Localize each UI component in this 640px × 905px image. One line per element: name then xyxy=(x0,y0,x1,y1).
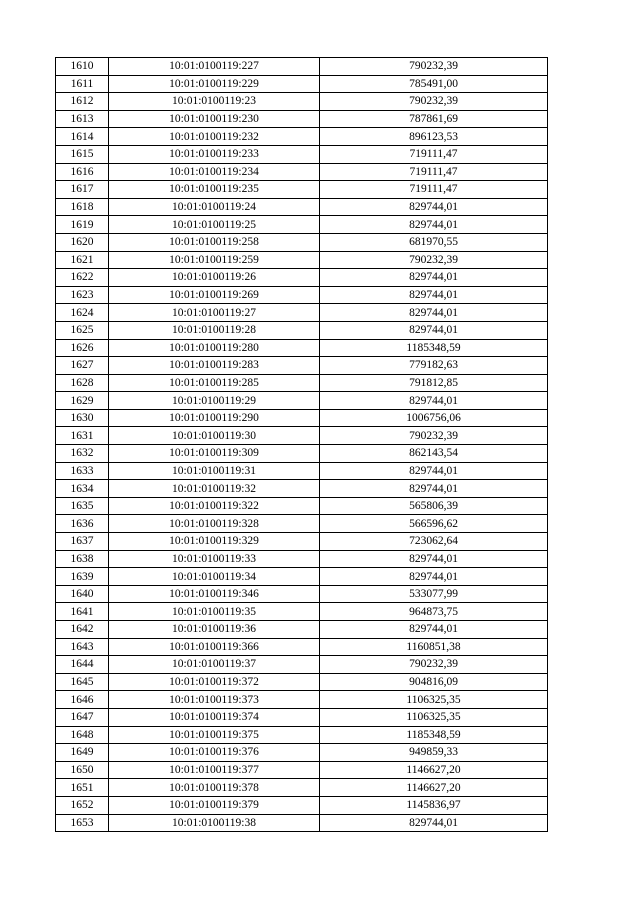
table-row xyxy=(56,269,548,287)
row-number-cell: 1632 xyxy=(56,445,109,463)
cadastral-number-cell: 10:01:0100119:285 xyxy=(109,374,320,392)
table-row xyxy=(56,233,548,251)
cadastral-number-cell: 10:01:0100119:23 xyxy=(109,93,320,111)
table-row xyxy=(56,673,548,691)
cadastral-value-cell: 723062,64 xyxy=(320,533,548,551)
cadastral-number-cell: 10:01:0100119:28 xyxy=(109,321,320,339)
cadastral-value-cell: 829744,01 xyxy=(320,286,548,304)
cadastral-number-cell: 10:01:0100119:35 xyxy=(109,603,320,621)
cadastral-value-cell: 862143,54 xyxy=(320,445,548,463)
cadastral-number-cell: 10:01:0100119:36 xyxy=(109,621,320,639)
table-row xyxy=(56,462,548,480)
cadastral-value-cell: 829744,01 xyxy=(320,392,548,410)
cadastral-value-cell: 1006756,06 xyxy=(320,409,548,427)
cadastral-number-cell: 10:01:0100119:34 xyxy=(109,568,320,586)
table-row xyxy=(56,286,548,304)
cadastral-value-table xyxy=(55,57,548,832)
cadastral-value-cell: 829744,01 xyxy=(320,198,548,216)
cadastral-value-cell: 1185348,59 xyxy=(320,726,548,744)
cadastral-number-cell: 10:01:0100119:283 xyxy=(109,357,320,375)
table-row xyxy=(56,128,548,146)
cadastral-value-cell: 1145836,97 xyxy=(320,796,548,814)
row-number-cell: 1614 xyxy=(56,128,109,146)
cadastral-value-cell: 964873,75 xyxy=(320,603,548,621)
table-row xyxy=(56,357,548,375)
cadastral-value-cell: 719111,47 xyxy=(320,163,548,181)
cadastral-number-cell: 10:01:0100119:309 xyxy=(109,445,320,463)
table-row xyxy=(56,409,548,427)
row-number-cell: 1636 xyxy=(56,515,109,533)
cadastral-value-cell: 1146627,20 xyxy=(320,761,548,779)
row-number-cell: 1637 xyxy=(56,533,109,551)
row-number-cell: 1640 xyxy=(56,585,109,603)
table-row xyxy=(56,744,548,762)
cadastral-number-cell: 10:01:0100119:366 xyxy=(109,638,320,656)
cadastral-value-cell: 719111,47 xyxy=(320,145,548,163)
row-number-cell: 1639 xyxy=(56,568,109,586)
cadastral-number-cell: 10:01:0100119:230 xyxy=(109,110,320,128)
cadastral-value-cell: 896123,53 xyxy=(320,128,548,146)
cadastral-number-cell: 10:01:0100119:322 xyxy=(109,497,320,515)
row-number-cell: 1651 xyxy=(56,779,109,797)
cadastral-number-cell: 10:01:0100119:27 xyxy=(109,304,320,322)
cadastral-value-cell: 1146627,20 xyxy=(320,779,548,797)
cadastral-number-cell: 10:01:0100119:234 xyxy=(109,163,320,181)
table-row xyxy=(56,58,548,76)
cadastral-number-cell: 10:01:0100119:280 xyxy=(109,339,320,357)
row-number-cell: 1615 xyxy=(56,145,109,163)
cadastral-number-cell: 10:01:0100119:379 xyxy=(109,796,320,814)
cadastral-value-cell: 790232,39 xyxy=(320,251,548,269)
table-row xyxy=(56,550,548,568)
cadastral-number-cell: 10:01:0100119:38 xyxy=(109,814,320,832)
table-row xyxy=(56,321,548,339)
cadastral-value-cell: 791812,85 xyxy=(320,374,548,392)
cadastral-number-cell: 10:01:0100119:25 xyxy=(109,216,320,234)
row-number-cell: 1649 xyxy=(56,744,109,762)
table-row xyxy=(56,480,548,498)
cadastral-number-cell: 10:01:0100119:37 xyxy=(109,656,320,674)
cadastral-value-cell: 785491,00 xyxy=(320,75,548,93)
table-row xyxy=(56,656,548,674)
row-number-cell: 1641 xyxy=(56,603,109,621)
cadastral-number-cell: 10:01:0100119:227 xyxy=(109,58,320,76)
row-number-cell: 1652 xyxy=(56,796,109,814)
table-row xyxy=(56,726,548,744)
table-row xyxy=(56,621,548,639)
cadastral-number-cell: 10:01:0100119:232 xyxy=(109,128,320,146)
table-row xyxy=(56,251,548,269)
row-number-cell: 1634 xyxy=(56,480,109,498)
table-row xyxy=(56,691,548,709)
cadastral-number-cell: 10:01:0100119:259 xyxy=(109,251,320,269)
cadastral-value-cell: 779182,63 xyxy=(320,357,548,375)
row-number-cell: 1648 xyxy=(56,726,109,744)
cadastral-value-cell: 829744,01 xyxy=(320,550,548,568)
row-number-cell: 1618 xyxy=(56,198,109,216)
row-number-cell: 1612 xyxy=(56,93,109,111)
cadastral-value-cell: 829744,01 xyxy=(320,304,548,322)
table-row xyxy=(56,796,548,814)
row-number-cell: 1625 xyxy=(56,321,109,339)
cadastral-value-cell: 829744,01 xyxy=(320,321,548,339)
table-row xyxy=(56,568,548,586)
table-row xyxy=(56,533,548,551)
cadastral-number-cell: 10:01:0100119:375 xyxy=(109,726,320,744)
table-body xyxy=(56,58,548,832)
cadastral-value-cell: 533077,99 xyxy=(320,585,548,603)
table-row xyxy=(56,163,548,181)
cadastral-value-cell: 1106325,35 xyxy=(320,708,548,726)
cadastral-number-cell: 10:01:0100119:378 xyxy=(109,779,320,797)
cadastral-number-cell: 10:01:0100119:377 xyxy=(109,761,320,779)
row-number-cell: 1620 xyxy=(56,233,109,251)
cadastral-number-cell: 10:01:0100119:29 xyxy=(109,392,320,410)
row-number-cell: 1630 xyxy=(56,409,109,427)
cadastral-value-cell: 829744,01 xyxy=(320,814,548,832)
cadastral-value-cell: 565806,39 xyxy=(320,497,548,515)
table-row xyxy=(56,497,548,515)
cadastral-number-cell: 10:01:0100119:26 xyxy=(109,269,320,287)
row-number-cell: 1623 xyxy=(56,286,109,304)
cadastral-value-cell: 829744,01 xyxy=(320,621,548,639)
table-row xyxy=(56,181,548,199)
cadastral-value-cell: 566596,62 xyxy=(320,515,548,533)
cadastral-number-cell: 10:01:0100119:374 xyxy=(109,708,320,726)
row-number-cell: 1624 xyxy=(56,304,109,322)
table-row xyxy=(56,93,548,111)
table-row xyxy=(56,638,548,656)
table-row xyxy=(56,603,548,621)
row-number-cell: 1628 xyxy=(56,374,109,392)
table-row xyxy=(56,392,548,410)
row-number-cell: 1633 xyxy=(56,462,109,480)
table-row xyxy=(56,761,548,779)
table-row xyxy=(56,198,548,216)
table-row xyxy=(56,585,548,603)
table-row xyxy=(56,304,548,322)
table-row xyxy=(56,427,548,445)
cadastral-number-cell: 10:01:0100119:290 xyxy=(109,409,320,427)
row-number-cell: 1621 xyxy=(56,251,109,269)
row-number-cell: 1626 xyxy=(56,339,109,357)
cadastral-value-cell: 787861,69 xyxy=(320,110,548,128)
cadastral-value-cell: 790232,39 xyxy=(320,427,548,445)
table-row xyxy=(56,339,548,357)
row-number-cell: 1645 xyxy=(56,673,109,691)
cadastral-number-cell: 10:01:0100119:372 xyxy=(109,673,320,691)
row-number-cell: 1629 xyxy=(56,392,109,410)
cadastral-value-cell: 681970,55 xyxy=(320,233,548,251)
row-number-cell: 1616 xyxy=(56,163,109,181)
table-row xyxy=(56,110,548,128)
row-number-cell: 1635 xyxy=(56,497,109,515)
row-number-cell: 1627 xyxy=(56,357,109,375)
cadastral-number-cell: 10:01:0100119:32 xyxy=(109,480,320,498)
row-number-cell: 1646 xyxy=(56,691,109,709)
row-number-cell: 1653 xyxy=(56,814,109,832)
cadastral-number-cell: 10:01:0100119:235 xyxy=(109,181,320,199)
table-row xyxy=(56,145,548,163)
row-number-cell: 1613 xyxy=(56,110,109,128)
cadastral-number-cell: 10:01:0100119:30 xyxy=(109,427,320,445)
cadastral-value-cell: 829744,01 xyxy=(320,462,548,480)
row-number-cell: 1610 xyxy=(56,58,109,76)
table-row xyxy=(56,374,548,392)
cadastral-number-cell: 10:01:0100119:258 xyxy=(109,233,320,251)
cadastral-value-cell: 829744,01 xyxy=(320,216,548,234)
row-number-cell: 1619 xyxy=(56,216,109,234)
table-row xyxy=(56,216,548,234)
cadastral-number-cell: 10:01:0100119:233 xyxy=(109,145,320,163)
cadastral-value-cell: 719111,47 xyxy=(320,181,548,199)
cadastral-value-cell: 829744,01 xyxy=(320,269,548,287)
row-number-cell: 1650 xyxy=(56,761,109,779)
cadastral-value-cell: 829744,01 xyxy=(320,480,548,498)
table-row xyxy=(56,779,548,797)
cadastral-value-cell: 790232,39 xyxy=(320,58,548,76)
row-number-cell: 1642 xyxy=(56,621,109,639)
row-number-cell: 1611 xyxy=(56,75,109,93)
cadastral-number-cell: 10:01:0100119:31 xyxy=(109,462,320,480)
row-number-cell: 1631 xyxy=(56,427,109,445)
cadastral-number-cell: 10:01:0100119:33 xyxy=(109,550,320,568)
cadastral-value-cell: 1106325,35 xyxy=(320,691,548,709)
cadastral-value-cell: 1160851,38 xyxy=(320,638,548,656)
row-number-cell: 1622 xyxy=(56,269,109,287)
cadastral-value-cell: 1185348,59 xyxy=(320,339,548,357)
table-row xyxy=(56,75,548,93)
cadastral-value-cell: 829744,01 xyxy=(320,568,548,586)
cadastral-number-cell: 10:01:0100119:328 xyxy=(109,515,320,533)
row-number-cell: 1617 xyxy=(56,181,109,199)
cadastral-value-cell: 790232,39 xyxy=(320,656,548,674)
cadastral-value-cell: 790232,39 xyxy=(320,93,548,111)
table-row xyxy=(56,708,548,726)
cadastral-value-cell: 949859,33 xyxy=(320,744,548,762)
row-number-cell: 1643 xyxy=(56,638,109,656)
table-row xyxy=(56,515,548,533)
table-row xyxy=(56,445,548,463)
row-number-cell: 1647 xyxy=(56,708,109,726)
cadastral-value-cell: 904816,09 xyxy=(320,673,548,691)
table-row xyxy=(56,814,548,832)
row-number-cell: 1638 xyxy=(56,550,109,568)
cadastral-number-cell: 10:01:0100119:24 xyxy=(109,198,320,216)
cadastral-number-cell: 10:01:0100119:373 xyxy=(109,691,320,709)
cadastral-number-cell: 10:01:0100119:376 xyxy=(109,744,320,762)
row-number-cell: 1644 xyxy=(56,656,109,674)
cadastral-number-cell: 10:01:0100119:269 xyxy=(109,286,320,304)
cadastral-number-cell: 10:01:0100119:346 xyxy=(109,585,320,603)
cadastral-number-cell: 10:01:0100119:229 xyxy=(109,75,320,93)
cadastral-number-cell: 10:01:0100119:329 xyxy=(109,533,320,551)
